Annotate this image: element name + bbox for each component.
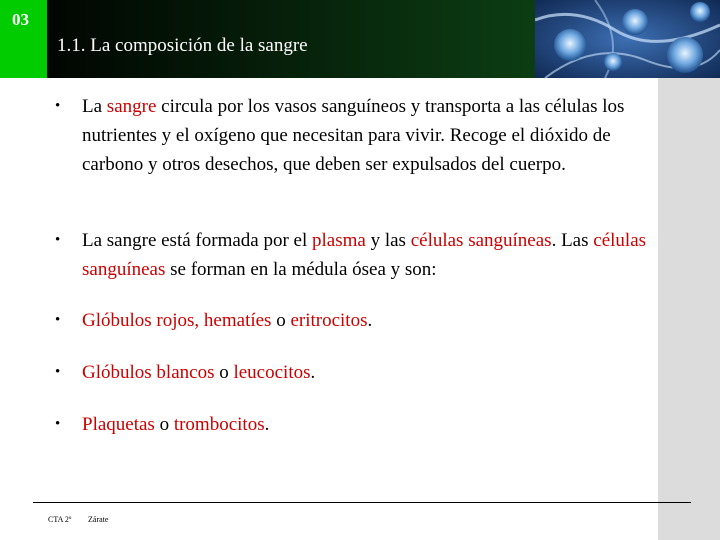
right-sidebar-strip [658,78,720,540]
highlight-term: Glóbulos rojos, hematíes [82,310,272,331]
text-span: o [271,310,291,331]
text-span: o [154,414,174,435]
highlight-term: leucocitos [233,362,311,383]
text-span: y las [365,230,411,251]
text-span: . [264,414,270,435]
text-span: circula por los vasos sanguíneos y transporta a las células los nutrientes y el oxígeno que necesitan para vivir. Recoge el dióxido de carbono y otros desechos, que deben ser expulsados del cuerpo. [82,96,625,175]
highlight-term: plasma [312,230,366,251]
text-span: . [310,362,316,383]
text-span: La [82,96,107,117]
highlight-term: sangre [106,96,157,117]
text-span: o [214,362,234,383]
footer-author: Zárate [88,515,109,524]
slide-header [0,0,720,78]
highlight-term: trombocitos [173,414,265,435]
bullet-dot-icon: • [55,98,61,114]
bullet-dot-icon: • [55,312,61,328]
footer-divider [33,502,691,503]
text-span: se forman en la médula ósea y son: [165,259,437,280]
bullet-sangre-circula [55,92,655,179]
highlight-term: Plaquetas [82,414,155,435]
footer-course: CTA 2º [48,515,72,524]
section-number: 03 [12,10,29,29]
bullet-dot-icon: • [55,416,61,432]
bullet-globulos-rojos [55,306,655,335]
text-span: . Las [551,230,594,251]
highlight-term: Glóbulos blancos [82,362,215,383]
text-span: . [367,310,373,331]
section-number-box [0,0,47,78]
bullet-plaquetas [55,410,655,439]
bullet-dot-icon: • [55,232,61,248]
highlight-term: células sanguíneas [410,230,552,251]
text-span: La sangre está formada por el [82,230,313,251]
blood-cells-image [535,0,720,78]
slide-title: 1.1. La composición de la sangre [57,35,308,56]
bullet-globulos-blancos [55,358,655,387]
highlight-term: eritrocitos [290,310,368,331]
bullet-composicion-sangre [55,226,655,284]
highlight-term: células sanguíneas [82,230,647,280]
bullet-dot-icon: • [55,364,61,380]
